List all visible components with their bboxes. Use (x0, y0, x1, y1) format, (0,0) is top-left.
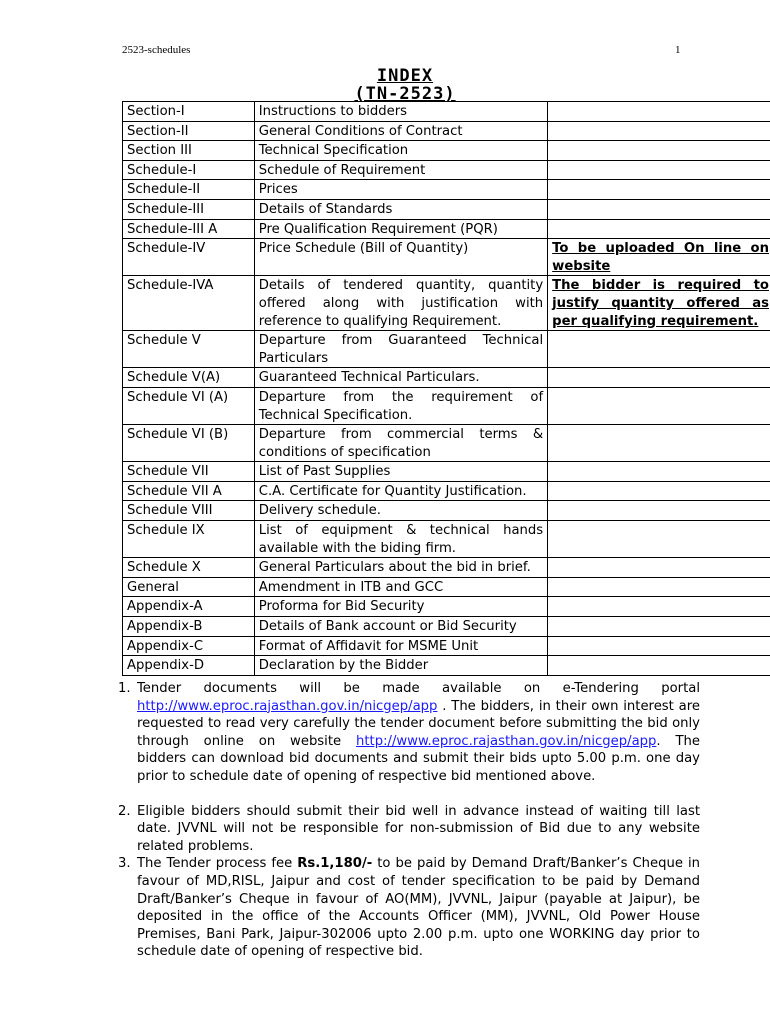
header-page-number: 1 (675, 44, 681, 56)
note-3-text-end: to be paid by Demand Draft/Banker’s Cheque in favour of MD,RISL, Jaipur and cost of tender specification to be paid by Demand Draft/Banker’s Cheque in favour of AO(MM), JVVNL, Jaipur (payable at Jaipur), be deposited in the office of the Accounts Officer (MM), JVVNL, Old Power House Premises, Bani Park, Jaipur-302006 upto 2.00 p.m. upto one WORKING day prior to schedule date of opening of respective bid. (137, 856, 700, 960)
index-table-body (123, 102, 770, 676)
index-row (123, 160, 770, 180)
index-remark (548, 558, 770, 578)
index-description: Amendment in ITB and GCC (254, 577, 547, 597)
index-description: Details of tendered quantity, quantity offered along with justification with reference to qualifying Requirement. (254, 276, 547, 331)
index-description: Technical Specification (254, 141, 547, 161)
index-remark (548, 219, 770, 239)
index-remark (548, 481, 770, 501)
index-row (123, 558, 770, 578)
index-remark (548, 636, 770, 656)
index-section-name: Schedule X (123, 558, 255, 578)
index-description: Format of Affidavit for MSME Unit (254, 636, 547, 656)
index-remark (548, 368, 770, 388)
index-row (123, 501, 770, 521)
index-row (123, 121, 770, 141)
note-1-text: . The bidders, in their own interest are requested to read very carefully the tender document before submitting the bid only through online on website (137, 698, 700, 749)
index-section-name: Schedule-I (123, 160, 255, 180)
index-description: Instructions to bidders (254, 102, 547, 122)
index-description: Guaranteed Technical Particulars. (254, 368, 547, 388)
index-section-name: Appendix-B (123, 617, 255, 637)
index-section-name: Schedule VII (123, 462, 255, 482)
note-3-text: The Tender process fee (137, 856, 298, 872)
index-remark (548, 521, 770, 558)
note-2-text: Eligible bidders should submit their bid well in advance instead of waiting till last date. JVVNL will not be responsible for non-submission of Bid due to any website related problems. (137, 803, 700, 854)
tender-number: (TN-2523) (354, 84, 456, 104)
header-doc-id: 2523-schedules (122, 44, 191, 56)
index-row (123, 368, 770, 388)
notes-list (118, 680, 700, 961)
index-description: General Particulars about the bid in brief. (254, 558, 547, 578)
index-description: Proforma for Bid Security (254, 597, 547, 617)
index-remark (548, 597, 770, 617)
index-remark (548, 577, 770, 597)
index-section-name: Schedule IX (123, 521, 255, 558)
index-row (123, 199, 770, 219)
index-section-name: Schedule-III A (123, 219, 255, 239)
index-row (123, 219, 770, 239)
index-section-name: Schedule-III (123, 199, 255, 219)
index-section-name: Schedule VI (A) (123, 387, 255, 424)
note-number: 2. (118, 803, 131, 819)
eproc-portal-link[interactable]: http://www.eproc.rajasthan.gov.in/nicgep/app (137, 698, 438, 714)
index-remark (548, 141, 770, 161)
index-remark (548, 501, 770, 521)
index-description: C.A. Certificate for Quantity Justification. (254, 481, 547, 501)
index-description: Pre Qualification Requirement (PQR) (254, 219, 547, 239)
note-3 (118, 855, 700, 961)
index-section-name: Appendix-A (123, 597, 255, 617)
index-row (123, 331, 770, 368)
index-description: Prices (254, 180, 547, 200)
index-section-name: Section III (123, 141, 255, 161)
index-description: List of Past Supplies (254, 462, 547, 482)
index-row (123, 425, 770, 462)
note-1-first-line: Tender documents will be made available on e-Tendering portal (137, 681, 700, 696)
index-remark (548, 102, 770, 122)
note-2 (118, 803, 700, 856)
index-section-name: Appendix-C (123, 636, 255, 656)
index-remark (548, 387, 770, 424)
index-description: List of equipment & technical hands available with the biding firm. (254, 521, 547, 558)
index-remark (548, 160, 770, 180)
index-remark (548, 462, 770, 482)
note-1 (118, 680, 700, 786)
index-remark (548, 331, 770, 368)
index-section-name: Schedule-IVA (123, 276, 255, 331)
index-remark (548, 617, 770, 637)
index-description: General Conditions of Contract (254, 121, 547, 141)
index-description: Declaration by the Bidder (254, 656, 547, 676)
index-remark (548, 121, 770, 141)
index-remark: To be uploaded On line on website (548, 239, 770, 276)
index-title: INDEX (376, 66, 434, 86)
index-remark: The bidder is required to justify quantity offered as per qualifying requirement. (548, 276, 770, 331)
index-section-name: Section-II (123, 121, 255, 141)
tender-fee-amount: Rs.1,180/- (297, 856, 373, 872)
index-remark (548, 199, 770, 219)
index-section-name: Schedule V (123, 331, 255, 368)
index-remark (548, 180, 770, 200)
index-row (123, 521, 770, 558)
index-remark (548, 656, 770, 676)
index-table (122, 101, 770, 676)
eproc-website-link[interactable]: http://www.eproc.rajasthan.gov.in/nicgep/app (356, 733, 657, 749)
index-description: Price Schedule (Bill of Quantity) (254, 239, 547, 276)
index-row (123, 276, 770, 331)
index-row (123, 180, 770, 200)
index-description: Departure from the requirement of Technical Specification. (254, 387, 547, 424)
index-section-name: Schedule-II (123, 180, 255, 200)
index-row (123, 617, 770, 637)
index-row (123, 462, 770, 482)
index-section-name: Schedule V(A) (123, 368, 255, 388)
index-row (123, 239, 770, 276)
index-remark (548, 425, 770, 462)
index-row (123, 597, 770, 617)
index-description: Departure from Guaranteed Technical Particulars (254, 331, 547, 368)
index-description: Details of Bank account or Bid Security (254, 617, 547, 637)
index-row (123, 102, 770, 122)
index-section-name: Schedule VI (B) (123, 425, 255, 462)
index-description: Delivery schedule. (254, 501, 547, 521)
index-description: Schedule of Requirement (254, 160, 547, 180)
note-number: 1. (118, 681, 131, 696)
index-row (123, 656, 770, 676)
index-description: Details of Standards (254, 199, 547, 219)
index-section-name: Section-I (123, 102, 255, 122)
index-row (123, 387, 770, 424)
index-section-name: Schedule VIII (123, 501, 255, 521)
index-description: Departure from commercial terms & conditions of specification (254, 425, 547, 462)
index-row (123, 481, 770, 501)
index-row (123, 141, 770, 161)
index-section-name: Schedule VII A (123, 481, 255, 501)
index-row (123, 636, 770, 656)
index-section-name: Appendix-D (123, 656, 255, 676)
index-section-name: General (123, 577, 255, 597)
note-number: 3. (118, 856, 131, 872)
index-section-name: Schedule-IV (123, 239, 255, 276)
index-row (123, 577, 770, 597)
note-1-text-end: . The bidders can download bid documents and submit their bids upto 5.00 p.m. one day prior to schedule date of opening of respective bid mentioned above. (137, 733, 700, 784)
